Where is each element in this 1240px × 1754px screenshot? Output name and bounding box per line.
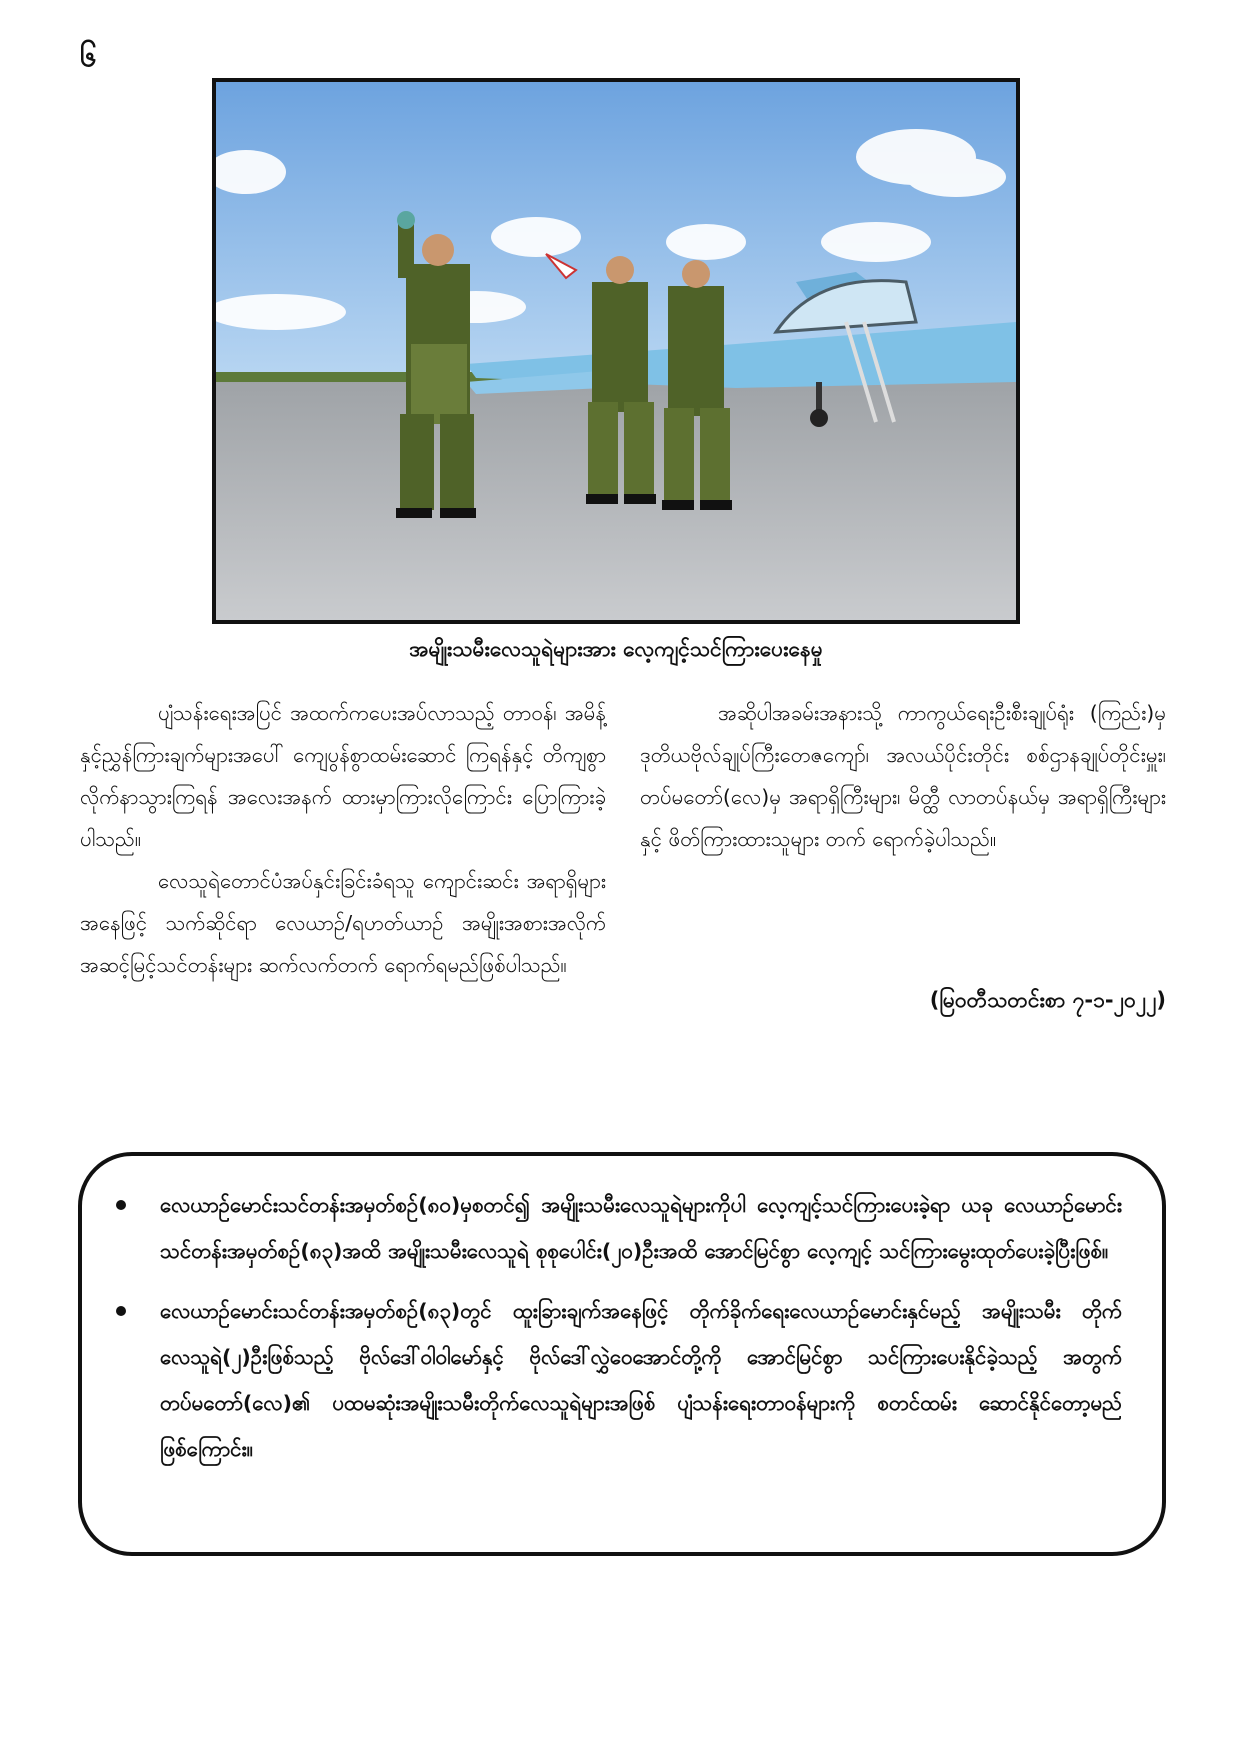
paragraph: လေသူရဲတောင်ပံအပ်နှင်းခြင်းခံရသူ ကျောင်းဆင်း အရာရှိများအနေဖြင့် သက်ဆိုင်ရာ လေယာဉ်/ရဟတ်ယာဉ် အမျိုးအစားအလိုက် အဆင့်မြင့်သင်တန်းများ ဆက်လက်တက် ရောက်ရမည်ဖြစ်ပါသည်။	[80, 869, 606, 977]
paragraph: အဆိုပါအခမ်းအနားသို့ ကာကွယ်ရေးဦးစီးချုပ်ရုံး (ကြည်း)မှ ဒုတိယဗိုလ်ချုပ်ကြီးတေဇကျော်၊ အလယ်ပိုင်းတိုင်း စစ်ဌာနချုပ်တိုင်းမှူး၊ တပ်မတော်(လေ)မှ အရာရှိကြီးများ၊ မိတ္ထီ လာတပ်နယ်မှ အရာရှိကြီးများနှင့် ဖိတ်ကြားထားသူများ တက် ရောက်ခဲ့ပါသည်။	[640, 701, 1166, 851]
right-text-column	[640, 692, 1166, 860]
page-number: ၆	[80, 39, 97, 74]
note-item	[108, 1288, 1122, 1472]
note-text: လေယာဉ်မောင်းသင်တန်းအမှတ်စဉ်(၈၀)မှစတင်၍ အမျိုးသမီးလေသူရဲများကိုပါ လေ့ကျင့်သင်ကြားပေးခဲ့ရာ ယခု လေယာဉ်မောင်းသင်တန်းအမှတ်စဉ်(၈၃)အထိ အမျိုးသမီးလေသူရဲ စုစုပေါင်း(၂၀)ဦးအထိ အောင်မြင်စွာ လေ့ကျင့် သင်ကြားမွေးထုတ်ပေးခဲ့ပြီးဖြစ်။	[160, 1193, 1122, 1263]
note-list	[108, 1182, 1122, 1472]
photo-frame	[212, 78, 1020, 624]
bullet-icon	[116, 1200, 126, 1210]
left-text-column	[80, 692, 606, 986]
bullet-icon	[116, 1306, 126, 1316]
photo-pilots-instruction-image	[216, 82, 1016, 620]
paragraph: ပျံသန်းရေးအပြင် အထက်ကပေးအပ်လာသည့် တာဝန်၊ အမိန့်နှင့်ညွှန်ကြားချက်များအပေါ် ကျေပွန်စွာထမ်းဆောင် ကြရန်နှင့် တိကျစွာလိုက်နာသွားကြရန် အလေးအနက် ထားမှာကြားလိုကြောင်း ပြောကြားခဲ့ပါသည်။	[80, 701, 606, 851]
highlight-note-box	[78, 1152, 1166, 1556]
note-text: လေယာဉ်မောင်းသင်တန်းအမှတ်စဉ်(၈၃)တွင် ထူးခြားချက်အနေဖြင့် တိုက်ခိုက်ရေးလေယာဉ်မောင်းနှင်မည့် အမျိုးသမီး တိုက်လေသူရဲ(၂)ဦးဖြစ်သည့် ဗိုလ်ဒေါ်ဝါဝါမော်နှင့် ဗိုလ်ဒေါ်လွှဲဝေအောင်တို့ကို အောင်မြင်စွာ သင်ကြားပေးနိုင်ခဲ့သည့် အတွက် တပ်မတော်(လေ)၏ ပထမဆုံးအမျိုးသမီးတိုက်လေသူရဲများအဖြစ် ပျံသန်းရေးတာဝန်များကို စတင်ထမ်း ဆောင်နိုင်တော့မည်ဖြစ်ကြောင်း။	[160, 1299, 1122, 1461]
photo-caption: အမျိုးသမီးလေသူရဲများအား လေ့ကျင့်သင်ကြားပေးနေမှု	[409, 637, 823, 661]
source-citation: (မြဝတီသတင်းစာ ၇-၁-၂၀၂၂)	[929, 988, 1166, 1012]
note-item	[108, 1182, 1122, 1274]
